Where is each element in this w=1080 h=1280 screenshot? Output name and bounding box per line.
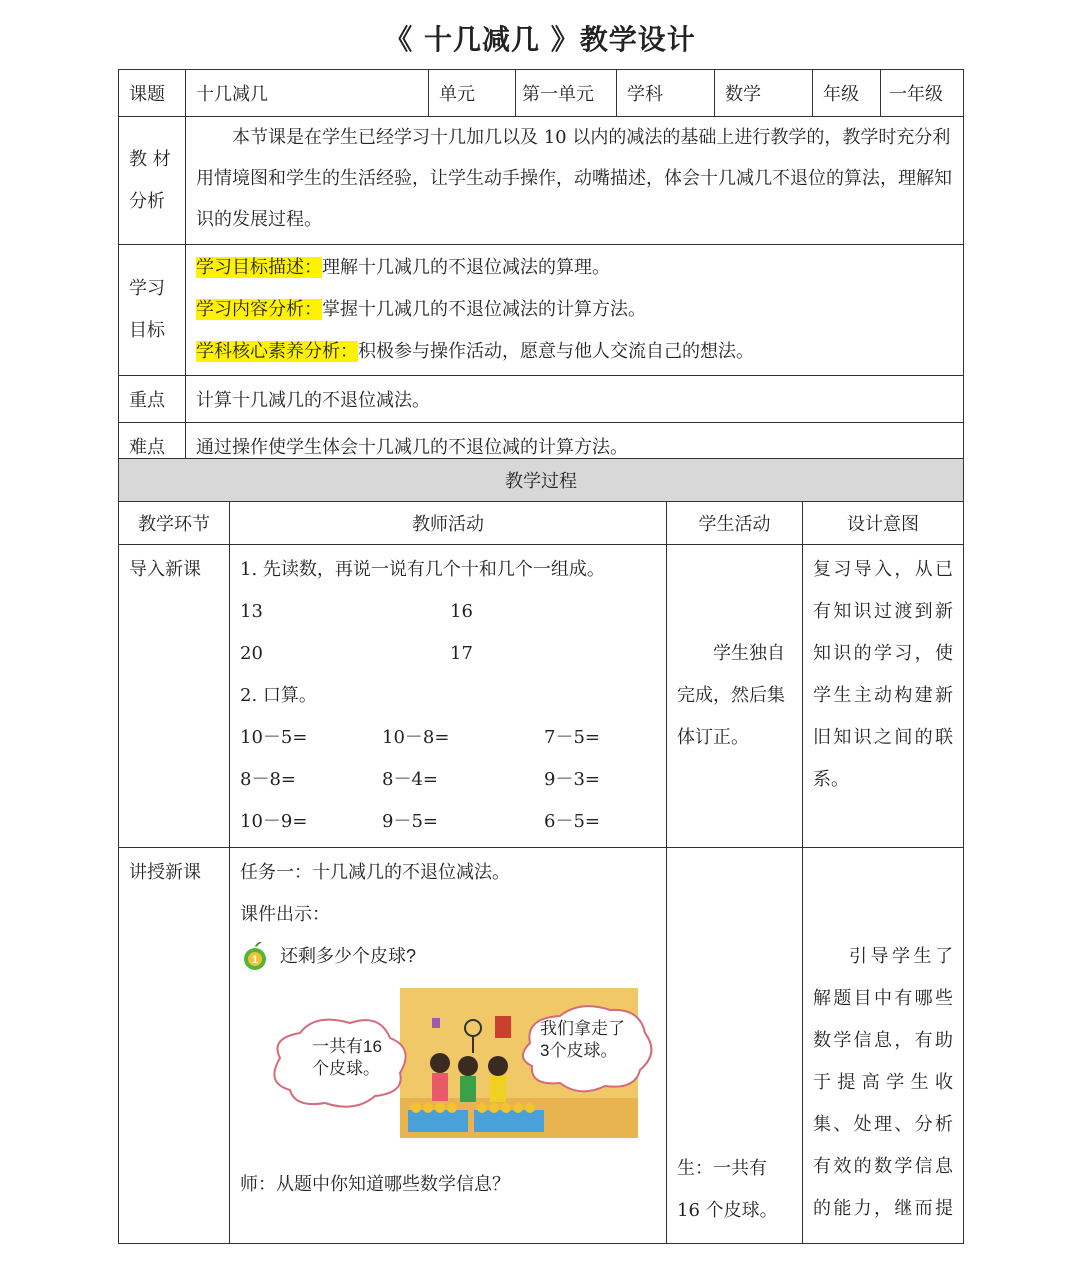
calc-item: 10－8= [382, 727, 450, 748]
grade-value: 一年级 [881, 70, 964, 117]
grade-label: 年级 [813, 70, 881, 117]
goal-item [196, 247, 953, 289]
info-table [118, 69, 964, 470]
process-header: 教学过程 [119, 459, 964, 502]
intro-q2: 2. 口算。 [240, 685, 317, 706]
topic-value: 十几减几 [186, 70, 429, 117]
analysis-label-line1: 教 材 [129, 148, 171, 170]
calc-item: 9－5= [382, 811, 438, 832]
analysis-label [119, 117, 186, 245]
boy-figure [458, 1056, 478, 1102]
bubble-line: 个皮球。 [312, 1059, 380, 1078]
intro-teacher [230, 545, 667, 848]
goals-label-line1: 学习 [129, 278, 165, 299]
goal-head: 学习内容分析： [196, 299, 322, 320]
teach-stage: 讲授新课 [119, 848, 230, 1244]
intent-line: 旧知识之间的联 [813, 727, 953, 748]
calc-item: 8－4= [382, 769, 438, 790]
task-title: 任务一：十几减几的不退位减法。 [240, 862, 510, 883]
number: 20 [240, 643, 263, 664]
col-intent: 设计意图 [803, 502, 964, 545]
boy-figure [488, 1056, 508, 1102]
analysis-text: 本节课是在学生已经学习十几加几以及 10 以内的减法的基础上进行教学的，教学时充分利用情境图和学生的生活经验，让学生动手操作，动嘴描述，体会十几减几不退位的算法，理解知识的发展过程。 [196, 127, 952, 230]
intent-line: 数学信息，有助 [813, 1030, 953, 1051]
goal-text: 积极参与操作活动，愿意与他人交流自己的想法。 [358, 341, 754, 362]
goal-item [196, 331, 953, 373]
intent-line: 复习导入，从已 [813, 559, 953, 580]
number: 13 [240, 601, 263, 622]
intent-line: 学生主动构建新 [813, 685, 953, 706]
calc-grid [240, 717, 656, 843]
goal-head: 学科核心素养分析： [196, 341, 358, 362]
question-text: 还剩多少个皮球? [280, 946, 417, 966]
number: 17 [450, 643, 473, 664]
number-grid [240, 591, 656, 675]
goal-text: 掌握十几减几的不退位减法的计算方法。 [322, 299, 646, 320]
calc-item: 6－5= [544, 811, 600, 832]
teach-intent [803, 848, 964, 1244]
col-teacher: 教师活动 [230, 502, 667, 545]
subject-label: 学科 [617, 70, 715, 117]
key-text: 计算十几减几的不退位减法。 [186, 376, 964, 423]
calc-item: 7－5= [544, 727, 600, 748]
bubble-right-text [540, 1018, 625, 1062]
ball-box [408, 1110, 468, 1132]
bubble-line: 一共有16 [312, 1037, 382, 1056]
unit-label: 单元 [429, 70, 516, 117]
intent-line: 的能力，继而提 [813, 1198, 953, 1219]
difficulty-text: 通过操作使学生体会十几减几的不退位减的计算方法。 [186, 423, 964, 470]
intent-line: 集、处理、分析 [813, 1114, 953, 1135]
process-table [118, 458, 964, 1244]
analysis-label-line2: 分析 [129, 190, 165, 212]
bubble-left-text [312, 1036, 382, 1080]
courseware-show: 课件出示： [240, 904, 330, 925]
intent-line: 知识的学习，使 [813, 643, 953, 664]
unit-value: 第一单元 [516, 70, 617, 117]
calc-item: 10－5= [240, 727, 308, 748]
intent-line: 于提高学生收 [813, 1072, 953, 1093]
topic-label: 课题 [119, 70, 186, 117]
calc-item: 10－9= [240, 811, 308, 832]
bubble-line: 3个皮球。 [540, 1041, 618, 1060]
intent-line: 系。 [813, 769, 849, 790]
goal-head: 学习目标描述： [196, 257, 322, 278]
intent-line: 引导学生了 [849, 946, 953, 967]
intro-stage: 导入新课 [119, 545, 230, 848]
illustration-question [240, 938, 656, 974]
goal-item [196, 289, 953, 331]
teach-teacher [230, 848, 667, 1244]
intent-line: 有知识过渡到新 [813, 601, 953, 622]
apple-icon [240, 940, 270, 972]
intro-student: 学生独自完成，然后集体订正。 [667, 545, 803, 848]
intro-intent [803, 545, 964, 848]
illustration [240, 978, 660, 1208]
wall-picture [495, 1016, 511, 1038]
page-title: 《 十几减几 》教学设计 [384, 23, 696, 56]
difficulty-label: 难点 [119, 423, 186, 470]
goals-label [119, 245, 186, 376]
intent-line: 解题目中有哪些 [813, 988, 953, 1009]
intro-q1: 1. 先读数，再说一说有几个十和几个一组成。 [240, 559, 605, 580]
subject-value: 数学 [715, 70, 813, 117]
col-stage: 教学环节 [119, 502, 230, 545]
svg-text:1: 1 [251, 954, 259, 966]
calc-item: 9－3= [544, 769, 600, 790]
col-student: 学生活动 [667, 502, 803, 545]
number: 16 [450, 601, 473, 622]
ball-box [474, 1110, 544, 1132]
bubble-line: 我们拿走了 [540, 1019, 625, 1038]
goal-text: 理解十几减几的不退位减法的算理。 [322, 257, 610, 278]
teach-student: 生：一共有 16 个皮球。 [667, 848, 803, 1244]
wall-decoration [432, 1018, 440, 1028]
teacher-question: 师：从题中你知道哪些数学信息？ [240, 1174, 510, 1195]
intent-line: 有效的数学信息 [813, 1156, 953, 1177]
girl-figure [430, 1053, 450, 1101]
classroom-scene [240, 978, 660, 1158]
calc-item: 8－8= [240, 769, 296, 790]
goals-label-line2: 目标 [129, 320, 165, 341]
key-label: 重点 [119, 376, 186, 423]
